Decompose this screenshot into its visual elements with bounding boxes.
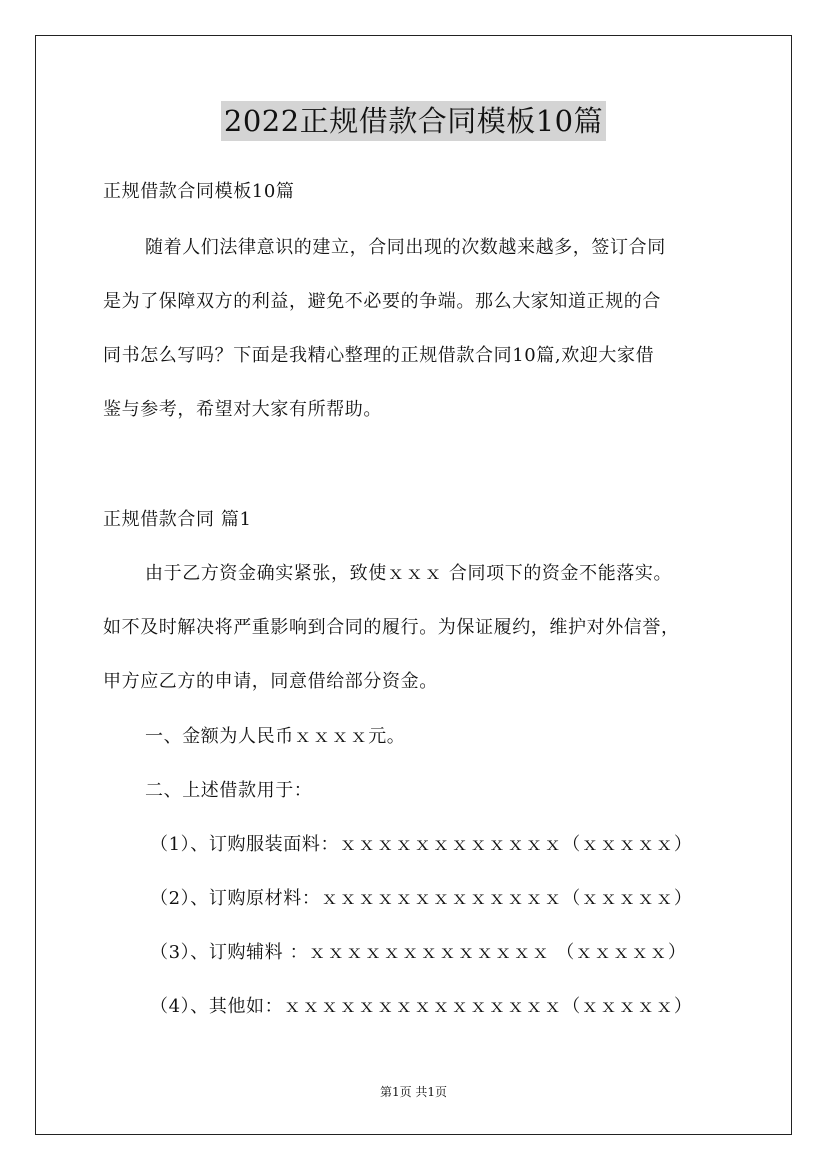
clause-usage: 二、上述借款用于： — [145, 780, 313, 801]
body-line: 如不及时解决将严重影响到合同的履行。为保证履约，维护对外信誉， — [103, 617, 680, 638]
section-heading: 正规借款合同 篇1 — [103, 509, 252, 530]
document-title: 2022正规借款合同模板10篇 — [221, 101, 606, 141]
usage-item: （2）、订购原材料：ｘｘｘｘｘｘｘｘｘｘｘｘｘ（ｘｘｘｘｘ） — [150, 888, 693, 909]
intro-line: 同书怎么写吗？下面是我精心整理的正规借款合同10篇,欢迎大家借 — [103, 345, 655, 366]
usage-item: （4）、其他如：ｘｘｘｘｘｘｘｘｘｘｘｘｘｘｘ（ｘｘｘｘｘ） — [150, 996, 693, 1017]
title-container — [0, 101, 827, 141]
usage-item: （3）、订购辅料 ：ｘｘｘｘｘｘｘｘｘｘｘｘｘ （ｘｘｘｘｘ） — [150, 942, 687, 963]
body-line: 甲方应乙方的申请，同意借给部分资金。 — [103, 671, 438, 692]
page-number: 第1页 共1页 — [379, 1085, 448, 1099]
intro-line: 鉴与参考，希望对大家有所帮助。 — [103, 399, 382, 420]
body-line: 由于乙方资金确实紧张，致使ｘｘｘ 合同项下的资金不能落实。 — [145, 563, 673, 584]
intro-line: 是为了保障双方的利益，避免不必要的争端。那么大家知道正规的合 — [103, 291, 661, 312]
intro-line: 随着人们法律意识的建立，合同出现的次数越来越多，签订合同 — [145, 237, 666, 258]
usage-item: （1）、订购服装面料：ｘｘｘｘｘｘｘｘｘｘｘｘ（ｘｘｘｘｘ） — [150, 834, 693, 855]
clause-amount: 一、金额为人民币ｘｘｘｘ元。 — [145, 726, 406, 747]
document-subtitle: 正规借款合同模板10篇 — [103, 181, 295, 202]
